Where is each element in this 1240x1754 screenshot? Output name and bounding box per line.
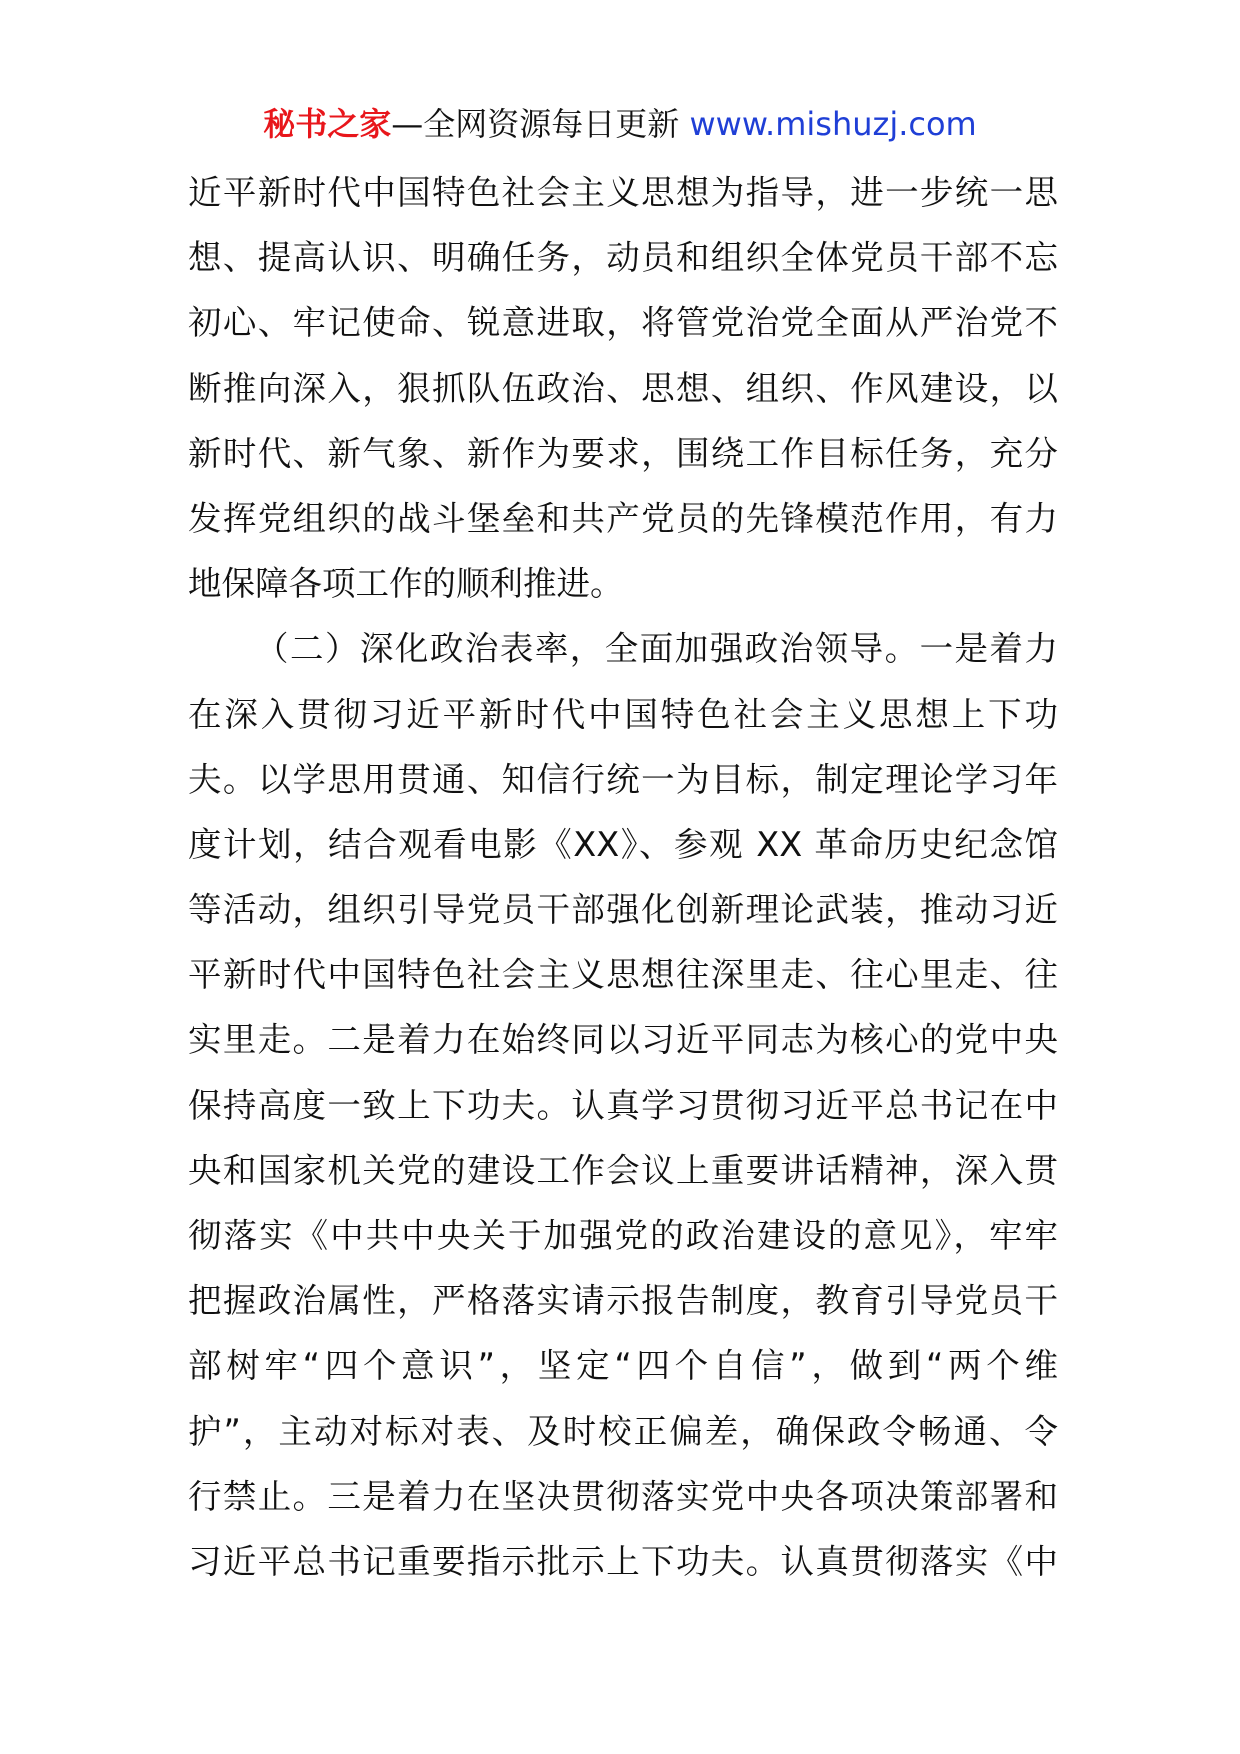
text-line: 度计划，结合观看电影《XX》、参观 XX 革命历史纪念馆 <box>188 824 1058 864</box>
site-url[interactable]: www.mishuzj.com <box>689 105 977 143</box>
text-line: 保持高度一致上下功夫。认真学习贯彻习近平总书记在中 <box>188 1085 1058 1125</box>
text-line: 等活动，组织引导党员干部强化创新理论武装，推动习近 <box>188 890 1058 930</box>
text-line: 初心、牢记使命、锐意进取，将管党治党全面从严治党不 <box>188 303 1058 343</box>
text-line: 实里走。二是着力在始终同以习近平同志为核心的党中央 <box>188 1020 1058 1060</box>
text-line: 把握政治属性，严格落实请示报告制度，教育引导党员干 <box>188 1281 1058 1321</box>
header-tagline: —全网资源每日更新 <box>391 105 680 143</box>
text-line: 近平新时代中国特色社会主义思想为指导，进一步统一思 <box>188 173 1058 212</box>
text-line: 行禁止。三是着力在坚决贯彻落实党中央各项决策部署和 <box>188 1476 1058 1516</box>
text-line: 新时代、新气象、新作为要求，围绕工作目标任务，充分 <box>188 433 1058 473</box>
text-line: 习近平总书记重要指示批示上下功夫。认真贯彻落实《中 <box>188 1541 1058 1581</box>
text-line: 想、提高认识、明确任务，动员和组织全体党员干部不忘 <box>188 238 1058 278</box>
text-line: 断推向深入，狠抓队伍政治、思想、组织、作风建设，以 <box>188 368 1058 408</box>
document-body <box>188 160 1058 1594</box>
brand-name: 秘书之家 <box>263 105 392 143</box>
text-line: 护”，主动对标对表、及时校正偏差，确保政令畅通、令 <box>188 1411 1058 1451</box>
site-header <box>0 98 1240 150</box>
section-heading-line: （二）深化政治表率，全面加强政治领导。一是着力 <box>255 629 1058 669</box>
text-line: 彻落实《中共中央关于加强党的政治建设的意见》，牢牢 <box>188 1216 1058 1255</box>
text-line: 平新时代中国特色社会主义思想往深里走、往心里走、往 <box>188 955 1058 995</box>
text-line: 部树牢“四个意识”，坚定“四个自信”，做到“两个维 <box>188 1346 1058 1386</box>
text-line: 发挥党组织的战斗堡垒和共产党员的先锋模范作用，有力 <box>188 498 1058 538</box>
text-line: 央和国家机关党的建设工作会议上重要讲话精神，深入贯 <box>188 1150 1058 1190</box>
text-line: 夫。以学思用贯通、知信行统一为目标，制定理论学习年 <box>188 759 1058 799</box>
text-line: 地保障各项工作的顺利推进。 <box>188 564 624 604</box>
text-line: 在深入贯彻习近平新时代中国特色社会主义思想上下功 <box>188 694 1058 734</box>
